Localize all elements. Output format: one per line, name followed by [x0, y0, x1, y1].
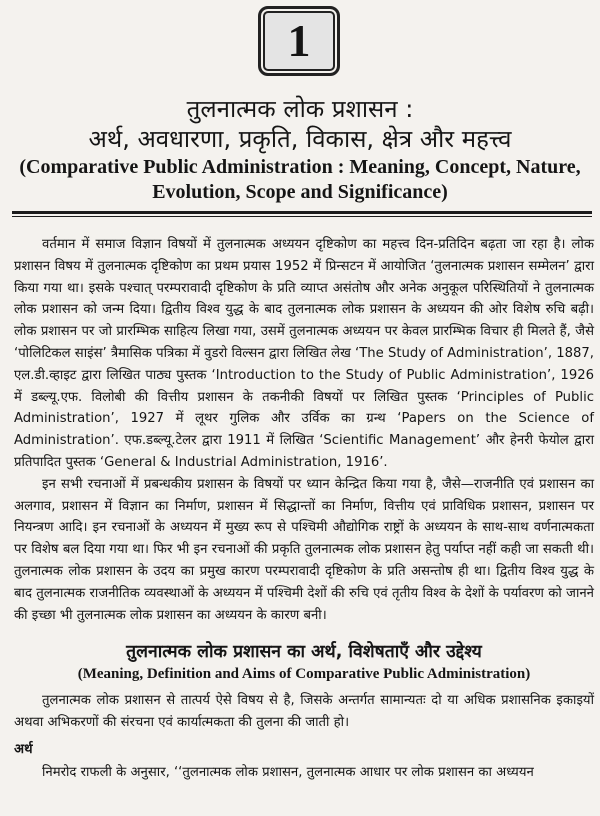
chapter-title-hindi-line1: तुलनात्मक लोक प्रशासन : [186, 95, 414, 123]
chapter-body [14, 234, 594, 784]
chapter-title-english: (Comparative Public Administration : Meaning, Concept, Nature, Evolution, Scope and Significance) [19, 156, 581, 203]
chapter-number: 1 [287, 15, 311, 66]
section-heading-english: (Meaning, Definition and Aims of Comparative Public Administration) [77, 666, 531, 683]
paragraph-quote-start: निमरोद राफली के अनुसार, ‘‘तुलनात्मक लोक प्रशासन, तुलनात्मक आधार पर लोक प्रशासन का अध्ययन [42, 764, 534, 780]
subsection-label-meaning: अर्थ [14, 741, 33, 757]
title-divider-thick [12, 211, 592, 214]
section-heading-hindi: तुलनात्मक लोक प्रशासन का अर्थ, विशेषताएँ और उद्देश्य [126, 642, 482, 663]
paragraph-intro: वर्तमान में समाज विज्ञान विषयों में तुलनात्मक अध्ययन दृष्टिकोण का महत्त्व दिन-प्रतिदिन बढ़ता जा रहा है। लोक प्रशासन विषय में तुलनात्मक दृष्टिकोण का प्रथम प्रयास 1952 में प्रिन्सटन में आयोजित ‘तुलनात्मक प्रशासन सम्मेलन’ द्वारा किया गया था। इसके पश्चात् परम्परावादी दृष्टिकोण के प्रति व्याप्त असंतोष और अनेक अनुकूल परिस्थितियों ने तुलनात्मक लोक प्रशासन को जन्म दिया। द्वितीय विश्व युद्ध के बाद तुलनात्मक लोक प्रशासन के अध्ययन की ओर विशेष रुचि बढ़ी। लोक प्रशासन पर जो प्रारम्भिक साहित्य लिखा गया, उसमें तुलनात्मक अध्ययन पर केवल प्रारम्भिक विचार ही मिलते हैं, जैसे ‘पोलिटिकल साइंस’ त्रैमासिक पत्रिका में वुडरो विल्सन द्वारा लिखित लेख ‘The Study of Administration’, 1887, एल.डी.व्हाइट द्वारा लिखित पाठ्य पुस्तक ‘Introduction to the Study of Public Administration’, 1926 में डब्ल्यू.एफ. विलोबी की वित्तीय प्रशासन के तकनीकी विषयों पर लिखित पुस्तक ‘Principles of Public Administration’, 1927 में लूथर गुलिक और उर्विक का ग्रन्थ ‘Papers on the Science of Administration’. एफ.डब्ल्यू.टेलर द्वारा 1911 में लिखित ‘Scientific Management’ और हेनरी फेयोल द्वारा प्रतिपादित पुस्तक ‘General & Industrial Administration, 1916’. [14, 237, 594, 470]
chapter-number-badge [258, 6, 340, 76]
paragraph-works: इन सभी रचनाओं में प्रबन्धकीय प्रशासन के विषयों पर ध्यान केन्द्रित किया गया है, जैसे—राजनीति एवं प्रशासन का अलगाव, प्रशासन में विज्ञान का निर्माण, प्रशासन में सिद्धान्तों का निर्माण, वित्तीय एवं प्राविधिक प्रशासन, प्रशासन पर नियन्त्रण आदि। इन रचनाओं के अध्ययन में मुख्य रूप से पश्चिमी औद्योगिक राष्ट्रों के अध्ययन के साथ-साथ वर्णनात्मकता पर विशेष बल दिया गया था। फिर भी इन रचनाओं की प्रकृति तुलनात्मक लोक प्रशासन हेतु पर्याप्त नहीं कही जा सकती थी। तुलनात्मक लोक प्रशासन के उदय का प्रमुख कारण परम्परावादी दृष्टिकोण के प्रति असन्तोष ही था। द्वितीय विश्व युद्ध के बाद तुलनात्मक राजनीतिक व्यवस्थाओं के अध्ययन में पश्चिमी देशों की रुचि एवं तृतीय विश्व के देशों के पर्यावरण को जानने की इच्छा भी तुलनात्मक लोक प्रशासन का अध्ययन के कारण बनी। [14, 476, 594, 623]
title-divider-thin [12, 216, 592, 217]
paragraph-definition: तुलनात्मक लोक प्रशासन से तात्पर्य ऐसे विषय से है, जिसके अन्तर्गत सामान्यतः दो या अधिक प्रशासनिक इकाइयों अथवा अभिकरणों की संरचना एवं कार्यात्मकता की तुलना की जाती हो। [14, 693, 594, 731]
chapter-title-hindi-line2: अर्थ, अवधारणा, प्रकृति, विकास, क्षेत्र और महत्त्व [88, 125, 512, 153]
